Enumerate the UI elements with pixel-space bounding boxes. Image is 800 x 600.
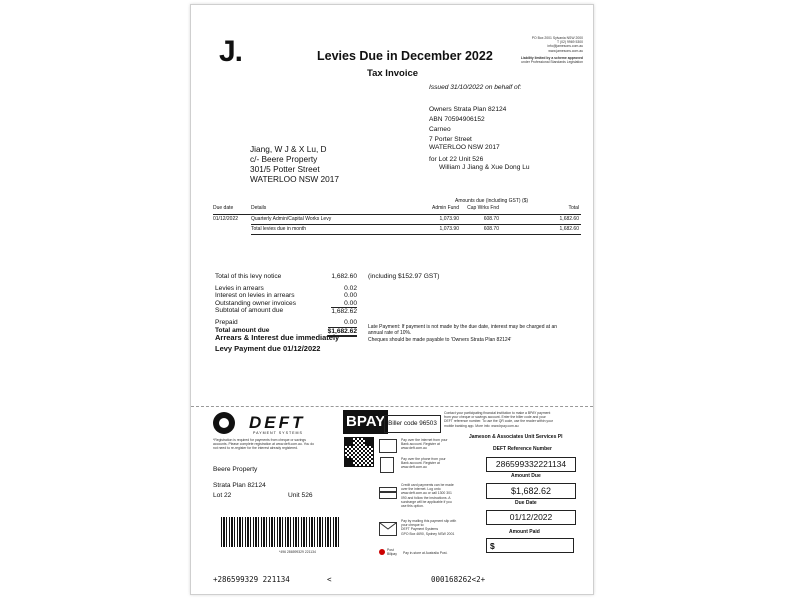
recipient-address [250, 144, 339, 184]
phone-icon [380, 457, 394, 473]
amount-due-field: $1,682.62 [486, 483, 576, 499]
page-title: Levies Due in December 2022 [317, 49, 493, 63]
method-internet: Pay over the internet from your Bank account. Register at www.deft.com.au [401, 438, 448, 451]
cell-total: 1,682.60 [559, 226, 579, 232]
due-date-label: Due Date [515, 500, 537, 506]
owners-line: ABN 70594906152 [429, 116, 485, 123]
cell-total-label: Total levies due in month [251, 226, 307, 232]
late-payment-note: Late Payment: If payment is not made by the due date, interest may be charged at an annual rate of 10%. Cheques should be made payable to 'Owners Strata Plan 82124' [368, 324, 558, 343]
mail-icon [379, 522, 397, 536]
cell-admin: 1,073.90 [439, 226, 459, 232]
summary-row: Interest on levies in arrears 0.00 [215, 292, 357, 300]
method-mail: Pay by mailing this payment slip with your cheque to: DEFT Payment Systems GPO Box 4690, Sydney NSW 2001 [401, 519, 457, 536]
payer-plan: Strata Plan 82124 [213, 482, 266, 489]
summary-row: Prepaid 0.00 [215, 318, 357, 326]
micr-left: +286599329 221134 [213, 575, 290, 584]
amount-paid-label: Amount Paid [509, 529, 540, 535]
amounts-header: Amounts due (including GST) ($) [455, 198, 529, 204]
cell-cap: 608.70 [483, 216, 499, 222]
payer-name: Beere Property [213, 466, 258, 473]
deft-tagline: PAYMENT SYSTEMS [253, 431, 303, 435]
amount-due-label: Amount Due [511, 473, 541, 479]
owners-line: 7 Porter Street [429, 136, 472, 143]
owners-line: Carneo [429, 126, 451, 133]
registration-note: *Registration is required for payments from cheque or savings accounts. Please complete registration at www.deft.com.au. You do not need to re-register for the interest already registered. [213, 438, 315, 451]
table-row [213, 216, 579, 222]
lot-line: for Lot 22 Unit 526 [429, 156, 484, 163]
method-post: Pay in-store at Australia Post. [403, 551, 448, 555]
table-total-row [213, 226, 579, 232]
summary-row: Outstanding owner invoices 0.00 [215, 299, 357, 307]
method-phone: Pay over the phone from your Bank account. Register at www.deft.com.au [401, 457, 446, 470]
bpay-instructions: Contact your participating financial institution to make a BPAY payment from your cheque or savings account. Enter the biller code and your DEFT reference number. To use the QR code, use the reader within your mobile banking app. More info: www.bpay.com.au [444, 411, 553, 428]
summary-row: Levies in arrears 0.02 [215, 284, 357, 292]
col-total: Total [568, 205, 579, 211]
credit-card-icon [379, 487, 397, 499]
liability-line: under Professional Standards Legislation [521, 60, 583, 65]
contact-line: T (02) 9969 5300 [557, 40, 583, 45]
levy-due-line: Levy Payment due 01/12/2022 [215, 344, 321, 353]
reference-number-field: 286599332221134 [486, 457, 576, 472]
liability-line: Liability limited by a scheme approved [520, 55, 583, 60]
arrears-line: Arrears & Interest due immediately [215, 333, 340, 342]
recipient-line: c/- Beere Property [250, 154, 318, 164]
invoice-type: Tax Invoice [367, 68, 419, 79]
contact-block [483, 36, 583, 64]
table-rule [251, 224, 581, 225]
cell-due-date: 01/12/2022 [213, 216, 239, 222]
owners-block [429, 106, 530, 172]
levy-table [213, 205, 579, 211]
col-due-date: Due date [213, 205, 234, 211]
cell-total: 1,682.60 [559, 216, 579, 222]
levy-table-total [213, 226, 579, 232]
tear-line [191, 406, 593, 407]
owners-line: WATERLOO NSW 2017 [429, 144, 500, 151]
company-name: Jameson & Associates Unit Services Pl [469, 434, 563, 440]
payer-unit: Unit 526 [288, 492, 313, 499]
payment-barcode [221, 517, 341, 547]
bpay-qr-code [344, 437, 374, 467]
table-rule [213, 214, 581, 215]
amount-paid-field[interactable]: $ [486, 538, 574, 553]
contact-line: info@jamesons.com.au [547, 44, 583, 49]
gst-note: (including $152.97 GST) [368, 273, 440, 280]
summary-block [215, 273, 357, 337]
cell-details: Quarterly Admin/Capital Works Levy [251, 216, 332, 222]
method-card: Credit card payments can be made over the internet. Log onto www.deft.com.au or call 1300 301 090 and follow the instructions. A surcharge will be applicable if you use this option. [401, 483, 454, 509]
contact-line: www.jamesons.com.au [548, 48, 583, 53]
recipient-line: 301/5 Potter Street [250, 164, 320, 174]
biller-code: Biller code 96503 [384, 415, 441, 433]
deft-circle-icon [213, 412, 235, 434]
cell-cap: 608.70 [483, 226, 499, 232]
micr-right: 000168262<2+ [431, 575, 486, 584]
owner-names: William J Jiang & Xue Dong Lu [439, 164, 530, 171]
barcode-text: *496 286599329 221134 [279, 550, 316, 554]
recipient-line: WATERLOO NSW 2017 [250, 174, 339, 184]
table-header-row [213, 205, 579, 211]
reference-label: DEFT Reference Number [493, 446, 552, 452]
levy-table-body [213, 216, 579, 222]
australia-post-icon [379, 549, 385, 555]
micr-mid: < [327, 575, 332, 584]
bpay-logo: BPAY [343, 410, 388, 434]
col-cap-works: Cap Wrks Fnd [467, 205, 499, 211]
post-billpay-logo: Post Billpay [387, 548, 397, 557]
invoice-page [190, 4, 594, 595]
computer-icon [379, 439, 397, 453]
summary-total-row: Total amount due $1,682.62 [215, 327, 357, 338]
contact-line: PO Box 2001 Sylvania NSW 2000 [531, 36, 583, 40]
cell-admin: 1,073.90 [439, 216, 459, 222]
table-rule [251, 234, 581, 235]
payer-lot: Lot 22 [213, 492, 232, 499]
due-date-field: 01/12/2022 [486, 510, 576, 525]
issued-line: Issued 31/10/2022 on behalf of: [429, 84, 522, 91]
col-admin-fund: Admin Fund [432, 205, 459, 211]
recipient-line: Jiang, W J & X Lu, D [250, 144, 327, 154]
summary-row: Subtotal of amount due 1,682.62 [215, 307, 357, 316]
owners-line: Owners Strata Plan 82124 [429, 106, 507, 113]
company-logo: J. [219, 35, 243, 68]
deft-logo: DEFT [249, 413, 306, 432]
col-details: Details [251, 205, 267, 211]
summary-row: Total of this levy notice 1,682.60 [215, 273, 357, 280]
